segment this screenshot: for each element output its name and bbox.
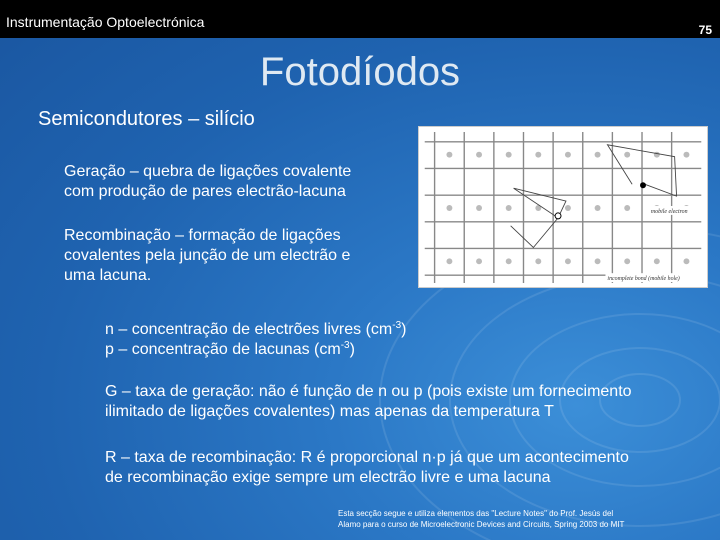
recombination-rate-definition [105, 448, 705, 488]
slide-subtitle: Semicondutores – silício [38, 108, 255, 130]
header-bar [0, 0, 720, 38]
generation-rate-definition [105, 382, 705, 422]
mobile-electron-label: mobile electron [650, 208, 688, 215]
recombination-rate-line: R – taxa de recombinação: R é proporcional n·p já que um acontecimento [105, 449, 629, 466]
source-footnote [338, 508, 708, 530]
electron-path [511, 145, 677, 248]
recombination-paragraph [64, 226, 404, 286]
incomplete-bond-label: incomplete bond (mobile hole) [607, 276, 680, 283]
generation-rate-line: G – taxa de geração: não é função de n ou p (pois existe um fornecimento [105, 383, 632, 400]
silicon-lattice-diagram [419, 127, 707, 287]
n-definition: n – concentração de electrões livres $(cm^{-3})$ [105, 320, 407, 338]
footnote-line: Alamo para o curso de Microelectronic Devices and Circuits, Spring 2003 do MIT [338, 520, 625, 529]
generation-line: Geração – quebra de ligações covalente [64, 163, 352, 180]
p-definition: p – concentração de lacunas $(cm^{-3})$ [105, 340, 355, 358]
page-number: 75 [698, 23, 712, 37]
silicon-lattice-figure [418, 126, 708, 288]
recombination-line: Recombinação – formação de ligações [64, 227, 341, 244]
generation-line: com produção de pares electrão-lacuna [64, 183, 346, 200]
mobile-electron-dot [640, 182, 646, 188]
recombination-line: uma lacuna. [64, 267, 152, 284]
recombination-line: covalentes pela junção de um electrão e [64, 247, 351, 264]
recombination-rate-line: de recombinação exige sempre um electrão livre e uma lacuna [105, 469, 551, 486]
generation-paragraph [64, 162, 404, 202]
concentration-definitions [105, 320, 665, 360]
hole-marker [555, 213, 561, 219]
footnote-line: Esta secção segue e utiliza elementos das "Lecture Notes" do Prof. Jesús del [338, 509, 614, 518]
generation-rate-line: ilimitado de ligações covalentes) mas apenas da temperatura T [105, 403, 554, 420]
course-title: Instrumentação Optoelectrónica [6, 14, 205, 30]
slide-title: Fotodíodos [259, 50, 461, 94]
